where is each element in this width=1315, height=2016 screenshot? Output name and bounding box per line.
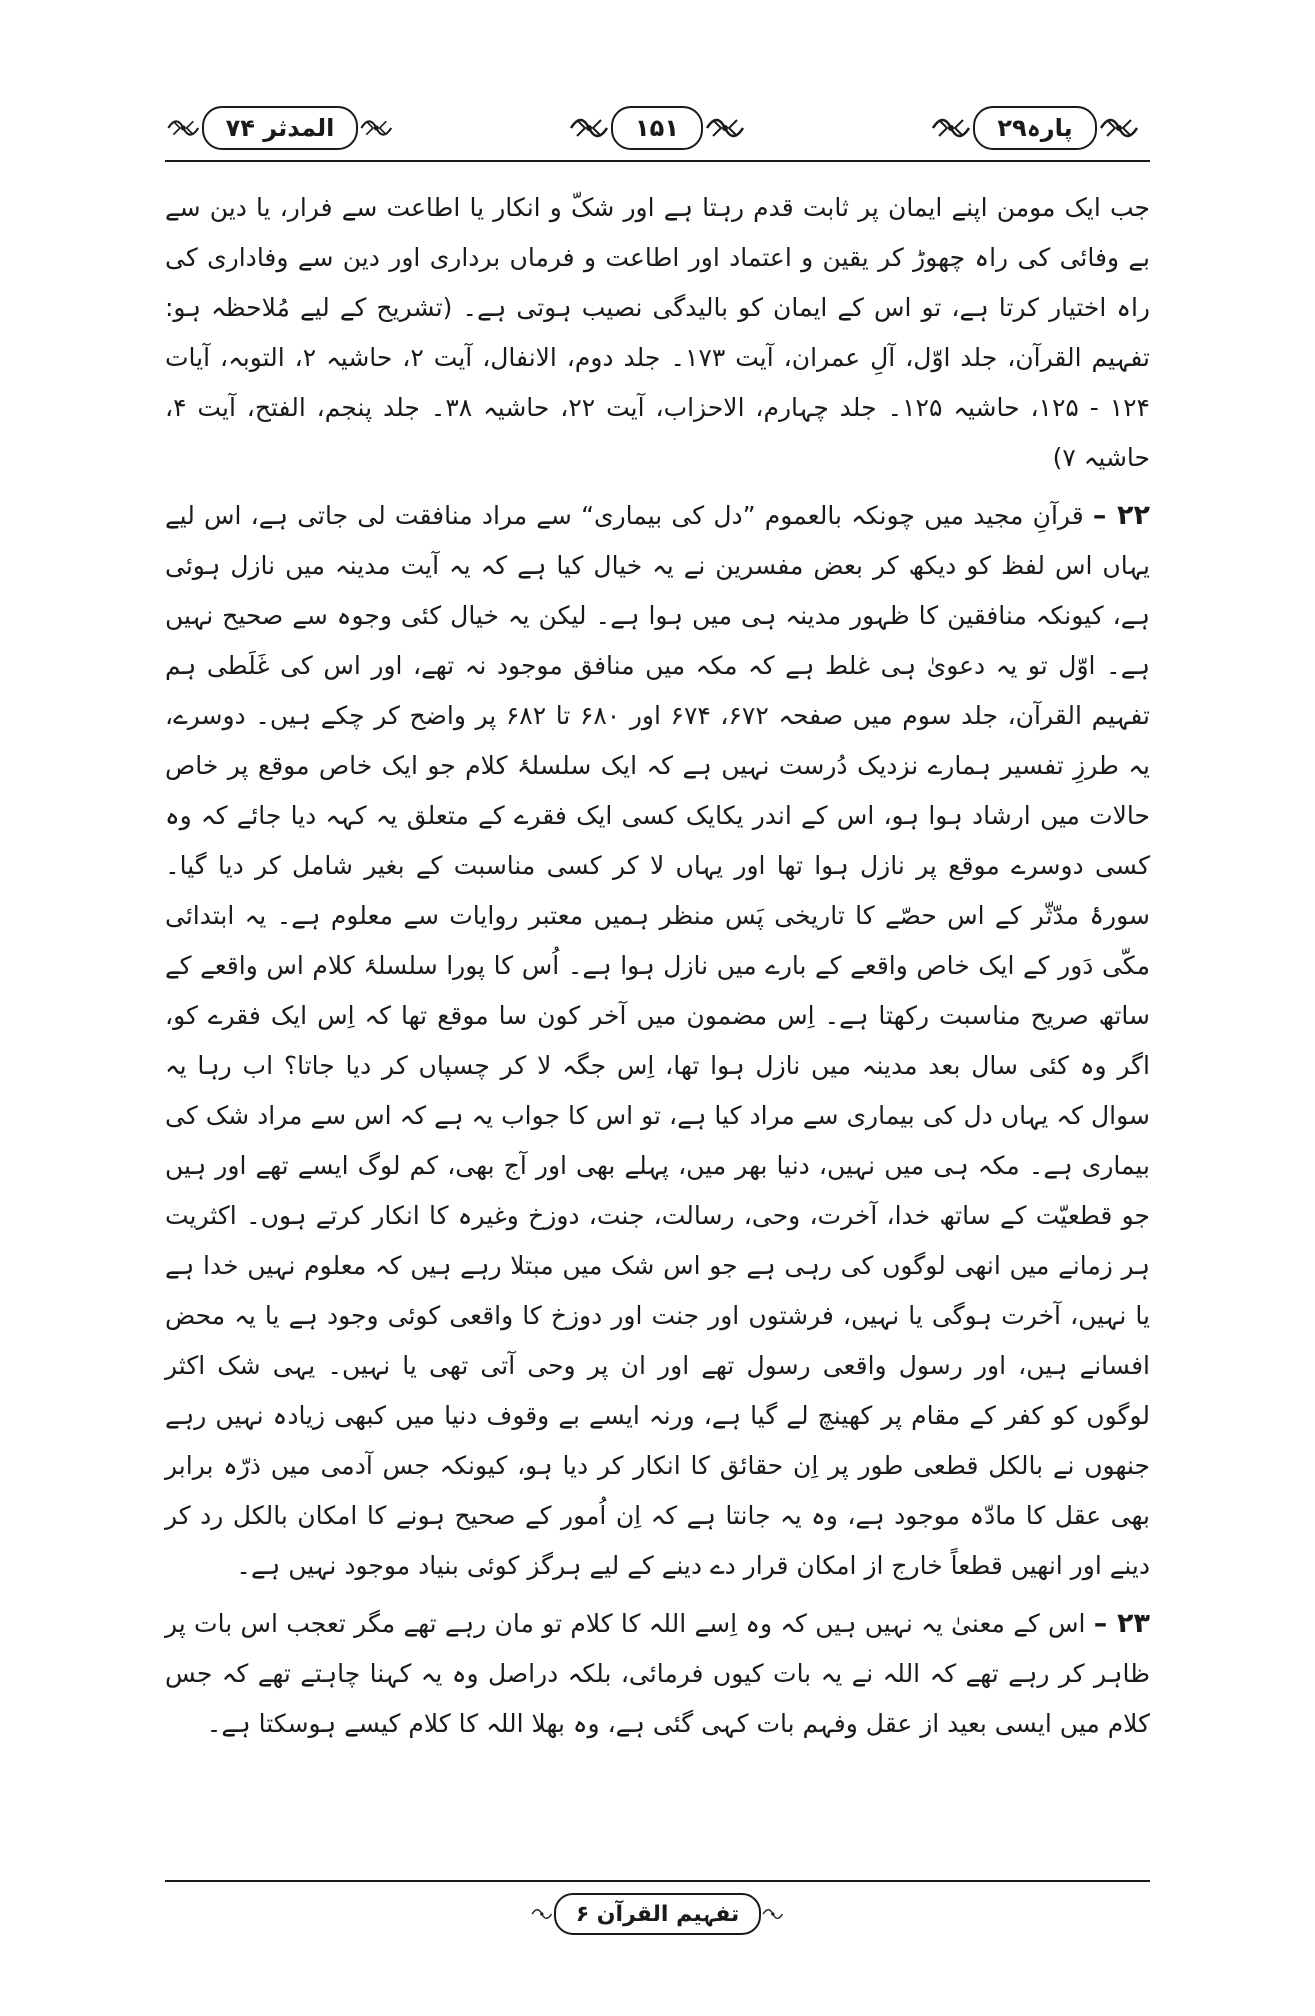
spacer [165,1591,1150,1599]
commentary-body [165,183,1150,1749]
intro-paragraph: جب ایک مومن اپنے ایمان پر ثابت قدم رہتا ہے اور شکّ و انکار یا اطاعت سے فرار، یا دین سے بے وفائی کی راہ چھوڑ کر یقین و اعتماد اور اطاعت و فرماں برداری اور دین سے وفاداری کی راہ اختیار کرتا ہے، تو اس کے ایمان کو بالیدگی نصیب ہوتی ہے۔ (تشریح کے لیے مُلاحظہ ہو: تفہیم القرآن، جلد اوّل، آلِ عمران، آیت ۱۷۳۔ جلد دوم، الانفال، آیت ۲، حاشیہ ۲، التوبہ، آیات ۱۲۴ - ۱۲۵، حاشیہ ۱۲۵۔ جلد چہارم، الاحزاب، آیت ۲۲، حاشیہ ۳۸۔ جلد پنجم، الفتح، آیت ۴، حاشیہ ۷) [165,193,1150,472]
footnote-22-number: ۲۲ – [1092,500,1151,531]
surah-cartouche [165,104,395,152]
spacer [165,483,1150,491]
floral-ornament-icon [567,108,611,148]
page-number-cartouche [557,104,757,152]
book-title: تفہیم القرآن ۶ [554,1893,762,1935]
footnote-22-text: قرآنِ مجید میں چونکہ بالعموم ”دل کی بیماری“ سے مراد منافقت لی جاتی ہے، اس لیے یہاں اس لفظ کو دیکھ کر بعض مفسرین نے یہ خیال کیا ہے کہ یہ آیت مدینہ میں نازل ہوئی ہے، کیونکہ منافقین کا ظہور مدینہ ہی میں ہوا ہے۔ لیکن یہ خیال کئی وجوہ سے صحیح نہیں ہے۔ اوّل تو یہ دعویٰ ہی غلط ہے کہ مکہ میں منافق موجود نہ تھے، اور اس کی غَلَطی ہم تفہیم القرآن، جلد سوم میں صفحہ ۶۷۲، ۶۷۴ اور ۶۸۰ تا ۶۸۲ پر واضح کر چکے ہیں۔ دوسرے، یہ طرزِ تفسیر ہمارے نزدیک دُرست نہیں ہے کہ ایک سلسلۂ کلام جو ایک خاص موقع پر خاص حالات میں ارشاد ہوا ہو، اس کے اندر یکایک کسی ایک فقرے کے متعلق یہ کہہ دیا جائے کہ وہ کسی دوسرے موقع پر نازل ہوا تھا اور یہاں لا کر کسی مناسبت کے بغیر شامل کر دیا گیا۔ سورۂ مدّثّر کے اس حصّے کا تاریخی پَس منظر ہمیں معتبر روایات سے معلوم ہے۔ یہ ابتدائی مکّی دَور کے ایک خاص واقعے کے بارے میں نازل ہوا ہے۔ اُس کا پورا سلسلۂ کلام اس واقعے کے ساتھ صریح مناسبت رکھتا ہے۔ اِس مضمون میں آخر کون سا موقع تھا کہ اِس ایک فقرے کو، اگر وہ کئی سال بعد مدینہ میں نازل ہوا تھا، اِس جگہ لا کر چسپاں کر دیا جاتا؟ اب رہا یہ سوال کہ یہاں دل کی بیماری سے مراد کیا ہے، تو اس کا جواب یہ ہے کہ اس سے مراد شک کی بیماری ہے۔ مکہ ہی میں نہیں، دنیا بھر میں، پہلے بھی اور آج بھی، کم لوگ ایسے تھے اور ہیں جو قطعیّت کے ساتھ خدا، آخرت، وحی، رسالت، جنت، دوزخ وغیرہ کا انکار کرتے ہوں۔ اکثریت ہر زمانے میں انھی لوگوں کی رہی ہے جو اس شک میں مبتلا رہے ہیں کہ معلوم نہیں خدا ہے یا نہیں، آخرت ہوگی یا نہیں، فرشتوں اور جنت اور دوزخ کا واقعی کوئی وجود ہے یا یہ محض افسانے ہیں، اور رسول واقعی رسول تھے اور ان پر وحی آتی تھی یا نہیں۔ یہی شک اکثر لوگوں کو کفر کے مقام پر کھینچ لے گیا ہے، ورنہ ایسے بے وقوف دنیا میں کبھی زیادہ نہیں رہے جنھوں نے بالکل قطعی طور پر اِن حقائق کا انکار کر دیا ہو، کیونکہ جس آدمی میں ذرّہ برابر بھی عقل کا مادّہ موجود ہے، وہ یہ جانتا ہے کہ اِن اُمور کے صحیح ہونے کا امکان بالکل رد کر دینے اور انھیں قطعاً خارج از امکان قرار دے دینے کے لیے ہرگز کوئی بنیاد موجود نہیں ہے۔ [165,501,1151,1580]
floral-ornament-icon [358,108,395,148]
floral-ornament-icon [703,108,747,148]
surah-label: المدثر ۷۴ [202,106,359,150]
footer-divider [165,1880,1150,1882]
floral-ornament-icon [1097,108,1141,148]
header-divider [165,160,1150,162]
footnote-23-text: اس کے معنیٰ یہ نہیں ہیں کہ وہ اِسے اللہ کا کلام تو مان رہے تھے مگر تعجب اس بات پر ظاہر کر رہے تھے کہ اللہ نے یہ بات کیوں فرمائی، بلکہ دراصل وہ یہ کہنا چاہتے تھے کہ جس کلام میں ایسی بعید از عقل وفہم بات کہی گئی ہے، وہ بھلا اللہ کا کلام کیسے ہوسکتا ہے۔ [165,1609,1150,1738]
juz-label: پارہ۲۹ [973,106,1096,150]
page-number: ۱۵۱ [611,106,703,150]
juz-cartouche [920,104,1150,152]
floral-ornament-icon [165,108,202,148]
floral-ornament-icon [761,1896,785,1932]
floral-ornament-icon [530,1896,554,1932]
page-header [165,100,1150,160]
footnote-23 [165,1599,1150,1749]
footnote-23-number: ۲۳ – [1093,1608,1151,1639]
footnote-22 [165,491,1150,1591]
floral-ornament-icon [929,108,973,148]
page-footer [530,1890,785,1938]
